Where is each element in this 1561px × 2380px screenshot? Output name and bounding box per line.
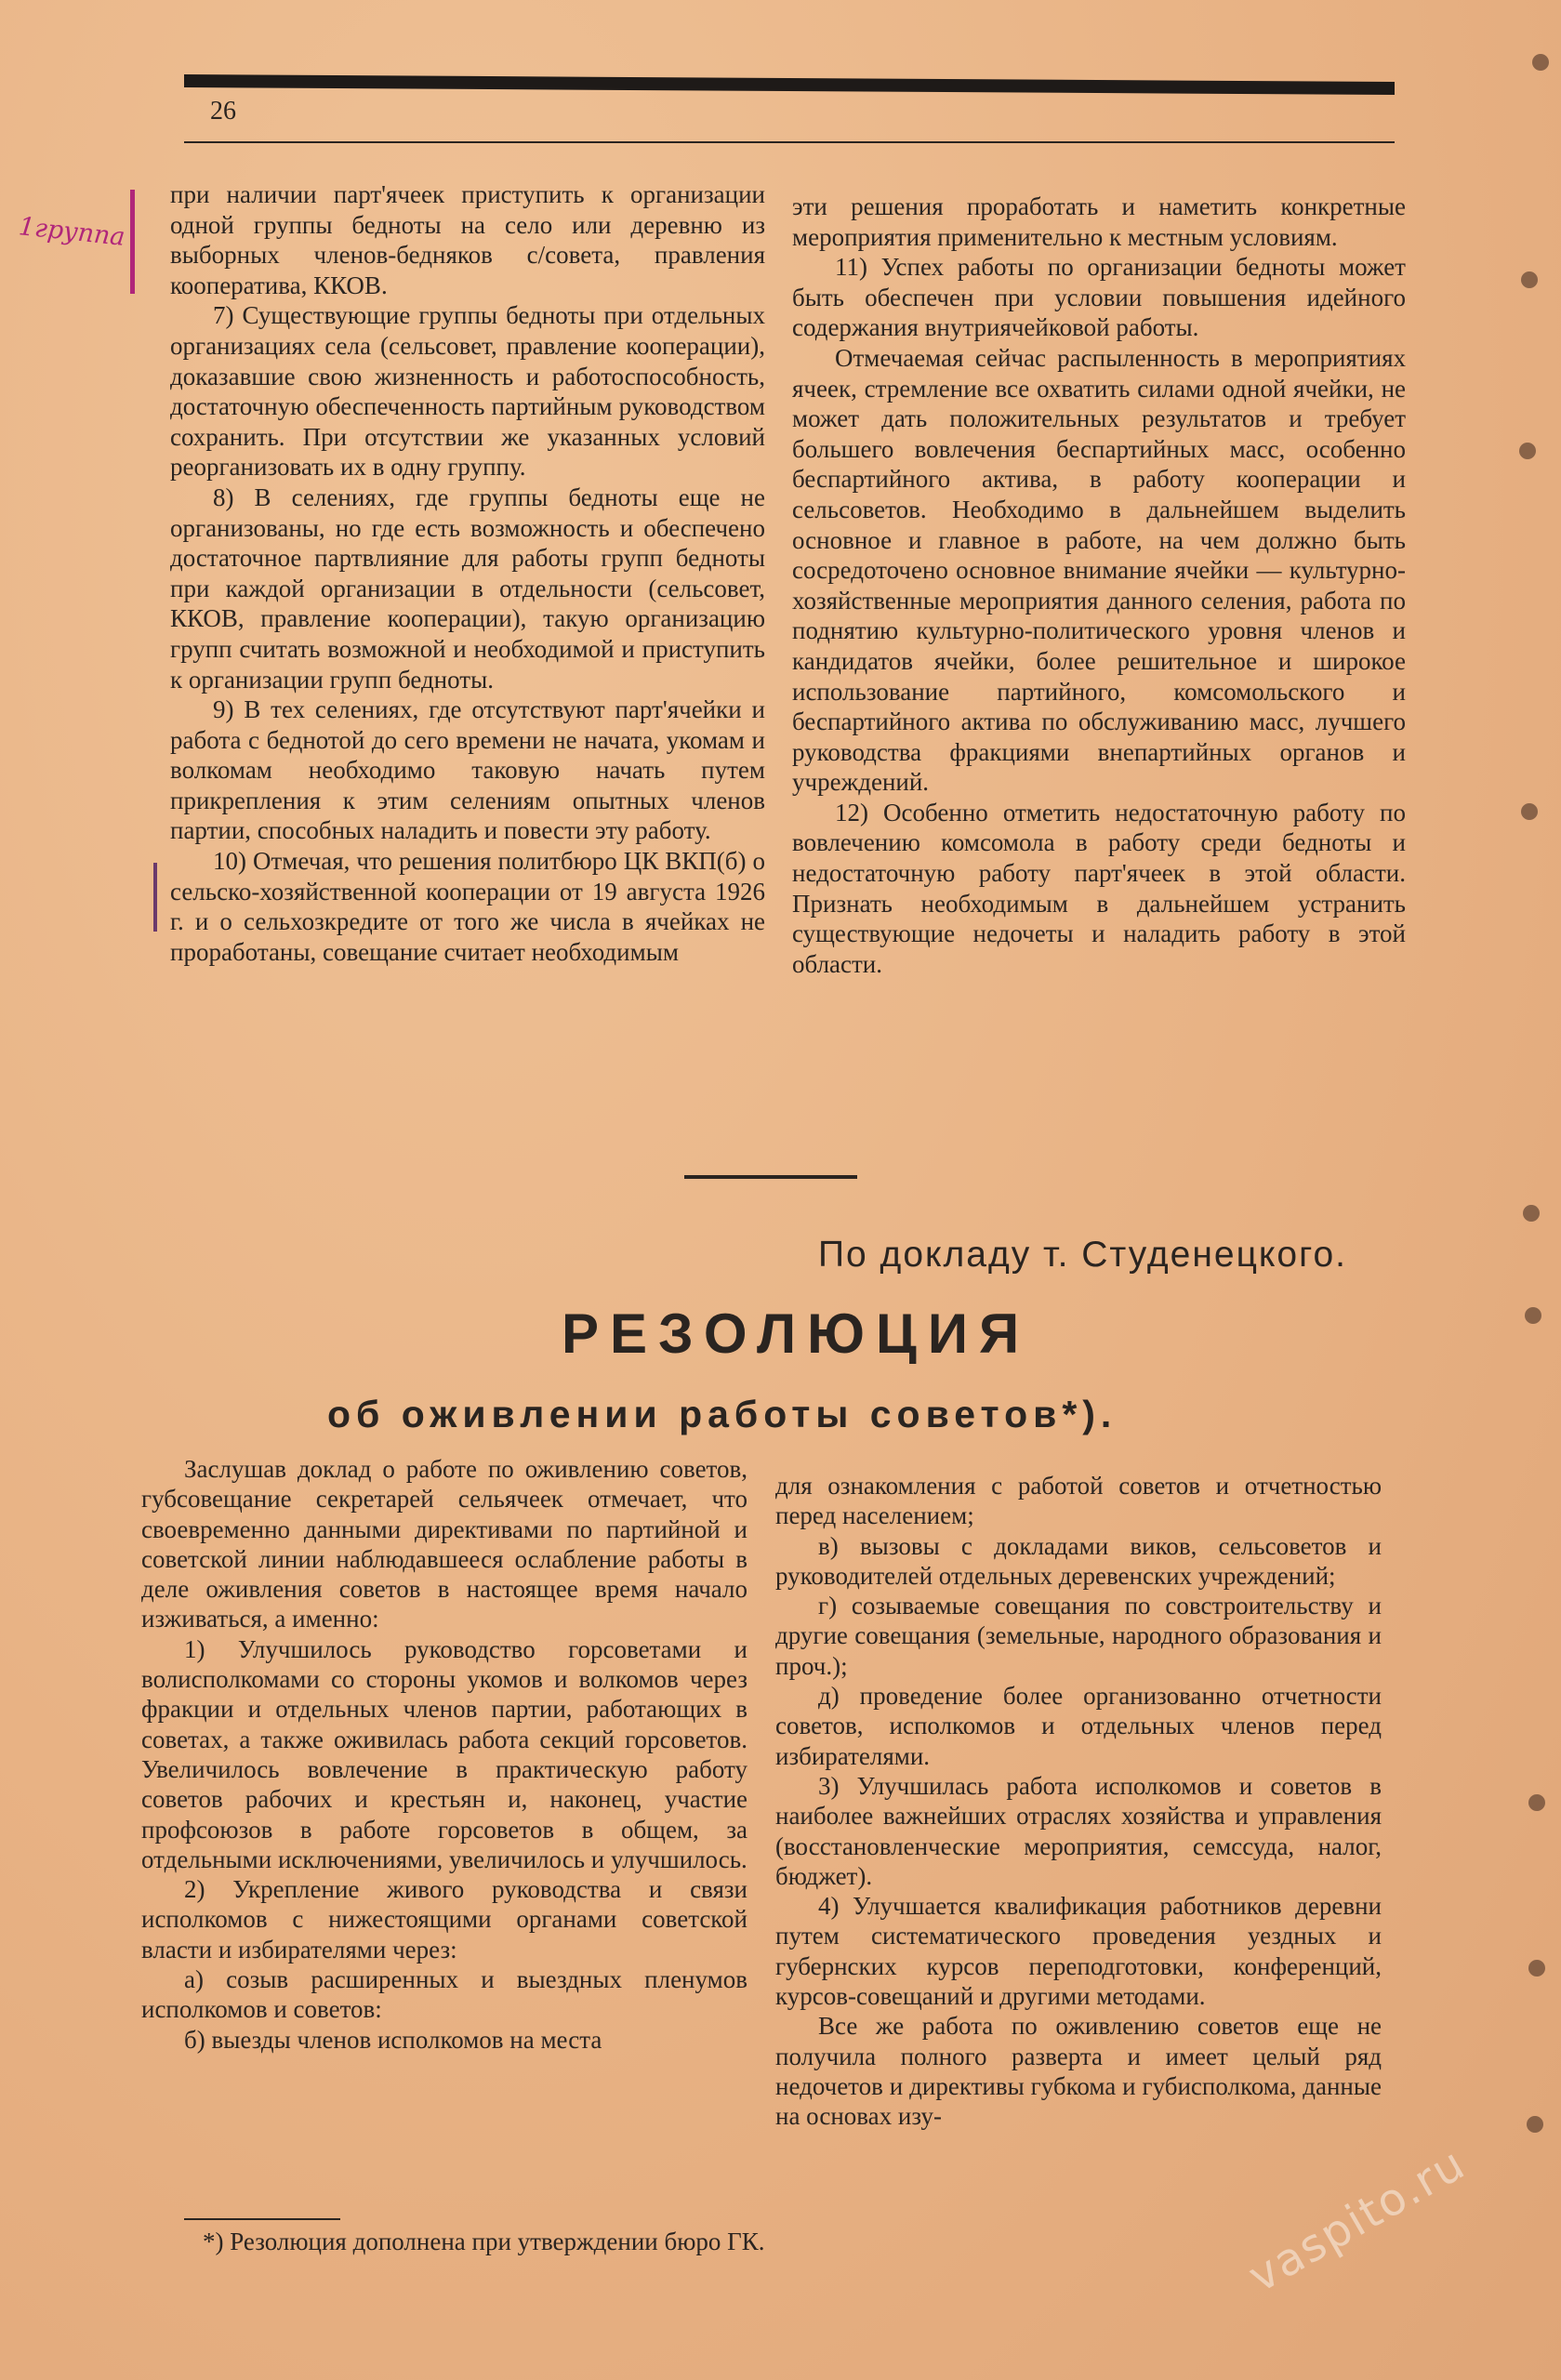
right-column-bottom: [775, 1471, 1382, 2132]
paragraph: 7) Существующие группы бедноты при отдельных организациях села (сельсовет, правление кооперации), доказавшие свою жизненность и работоспособность, достаточную обеспеченность партийным руководством сохранить. При отсутствии же указанных условий реорганизовать их в одну группу.: [170, 301, 765, 482]
punch-hole-icon: [1519, 443, 1536, 459]
paragraph: а) созыв расширенных и выездных пленумов исполкомов и советов:: [141, 1965, 747, 2024]
punch-hole-icon: [1525, 1307, 1541, 1324]
watermark: vaspito.ru: [1239, 2136, 1475, 2304]
punch-hole-icon: [1527, 2116, 1543, 2133]
punch-hole-icon: [1528, 1960, 1545, 1977]
punch-hole-icon: [1528, 1794, 1545, 1811]
right-column-top: [792, 192, 1406, 979]
resolution-title: РЕЗОЛЮЦИЯ: [562, 1302, 1031, 1365]
handwritten-note: 1группа: [17, 212, 126, 252]
header-rule: [184, 141, 1395, 143]
paragraph: Заслушав доклад о работе по оживлению советов, губсовещание секретарей сельячеек отмечает, что своевременно данными директивами по партийной и советской линии наблюдавшееся ослабление работы в деле оживления советов в настоящее время начало изживаться, а именно:: [141, 1455, 747, 1633]
paragraph: Отмечаемая сейчас распыленность в мероприятиях ячеек, стремление все охватить силами одной ячейки, не может дать положительных результатов и требует большего вовлечения беспартийных масс, особенно беспартийного актива, в работу кооперации и сельсоветов. Необходимо в дальнейшем выделить основное и главное в работе, на чем должно быть сосредоточено основное внимание ячейки — культурно-хозяйственные мероприятия данного селения, работа по поднятию культурно-политического уровня членов и кандидатов ячейки, более решительное и широкое использование партийного, комсомольского и беспартийного актива по обслуживанию масс, лучшего руководства фракциями внепартийных органов и учреждений.: [792, 343, 1406, 797]
top-rule: [184, 74, 1395, 95]
report-line: По докладу т. Студенецкого.: [818, 1235, 1348, 1275]
punch-hole-icon: [1521, 271, 1538, 288]
page-number: 26: [210, 97, 236, 126]
paragraph: г) созываемые совещания по совстроительству и другие совещания (земельные, народного образования и проч.);: [775, 1592, 1382, 1680]
section-divider: [684, 1175, 857, 1179]
paragraph: эти решения проработать и наметить конкретные мероприятия применительно к местным условиям.: [792, 192, 1406, 251]
paragraph: 4) Улучшается квалификация работников деревни путем систематического проведения уездных и губернских курсов переподготовки, конференций, курсов-совещаний и другими методами.: [775, 1892, 1382, 2011]
paragraph: 8) В селениях, где группы бедноты еще не организованы, но где есть возможность и обеспечено достаточное партвлияние для работы групп бедноты при каждой организации в отдельности (сельсовет, ККОВ, правление кооперации), такую организацию групп считать возможной и необходимой и приступить к организации групп бедноты.: [170, 483, 765, 694]
paragraph: в) вызовы с докладами виков, сельсоветов и руководителей отдельных деревенских учреждений;: [775, 1531, 1382, 1590]
resolution-subtitle: об оживлении работы советов*).: [327, 1393, 1118, 1435]
footnote-rule: [184, 2218, 340, 2220]
handwritten-margin-bar: [130, 190, 135, 294]
paragraph: 11) Успех работы по организации бедноты может быть обеспечен при условии повышения идейного содержания внутриячейковой работы.: [792, 253, 1406, 342]
paragraph: д) проведение более организованно отчетности советов, исполкомов и отдельных членов перед избирателями.: [775, 1682, 1382, 1770]
punch-hole-icon: [1532, 54, 1549, 71]
handwritten-margin-bar-2: [153, 863, 157, 932]
paragraph: для ознакомления с работой советов и отчетностью перед населением;: [775, 1472, 1382, 1530]
paragraph: 3) Улучшилась работа исполкомов и советов в наиболее важнейших отраслях хозяйства и управления (восстановленческие мероприятия, семссуда, налог, бюджет).: [775, 1771, 1382, 1890]
paragraph: 1) Улучшилось руководство горсоветами и волисполкомами со стороны укомов и волкомов через фракции и отдельных членов партии, работающих в советах, а также оживилась работа секций горсоветов. Увеличилось вовлечение в практическую работу советов рабочих и крестьян и, наконец, участие профсоюзов в работе горсоветов в общем, за отдельными исключениями, увеличилось и улучшилось.: [141, 1634, 747, 1873]
paragraph: 2) Укрепление живого руководства и связи исполкомов с нижестоящими органами советской власти и избирателями через:: [141, 1875, 747, 1964]
paragraph: Все же работа по оживлению советов еще не получила полного разверта и имеет целый ряд недочетов и директивы губкома и губисполкома, данные на основах изу-: [775, 2012, 1382, 2131]
left-column-bottom: [141, 1454, 747, 2055]
paragraph: 12) Особенно отметить недостаточную работу по вовлечению комсомола в работу среди бедноты и недостаточную работу парт'ячеек в этой области. Признать необходимым в дальнейшем устранить существующие недочеты и наладить работу в этой области.: [792, 798, 1406, 978]
paragraph: при наличии парт'ячеек приступить к организации одной группы бедноты на село или деревню из выборных членов-бедняков с/совета, правления кооператива, ККОВ.: [170, 180, 765, 299]
left-column-top: [170, 179, 765, 967]
footnote: *) Резолюция дополнена при утверждении бюро ГК.: [203, 2228, 765, 2255]
punch-hole-icon: [1521, 803, 1538, 820]
paragraph: 10) Отмечая, что решения политбюро ЦК ВКП(б) о сельско-хозяйственной кооперации от 19 августа 1926 г. и о сельхозкредите от того же числа в ячейках не проработаны, совещание считает необходимым: [170, 847, 765, 966]
paragraph: 9) В тех селениях, где отсутствуют парт'ячейки и работа с беднотой до сего времени не начата, укомам и волкомам необходимо таковую начать путем прикрепления к этим селениям опытных членов партии, способных наладить и повести эту работу.: [170, 695, 765, 845]
paragraph: б) выезды членов исполкомов на места: [184, 2025, 602, 2054]
punch-hole-icon: [1523, 1205, 1540, 1222]
